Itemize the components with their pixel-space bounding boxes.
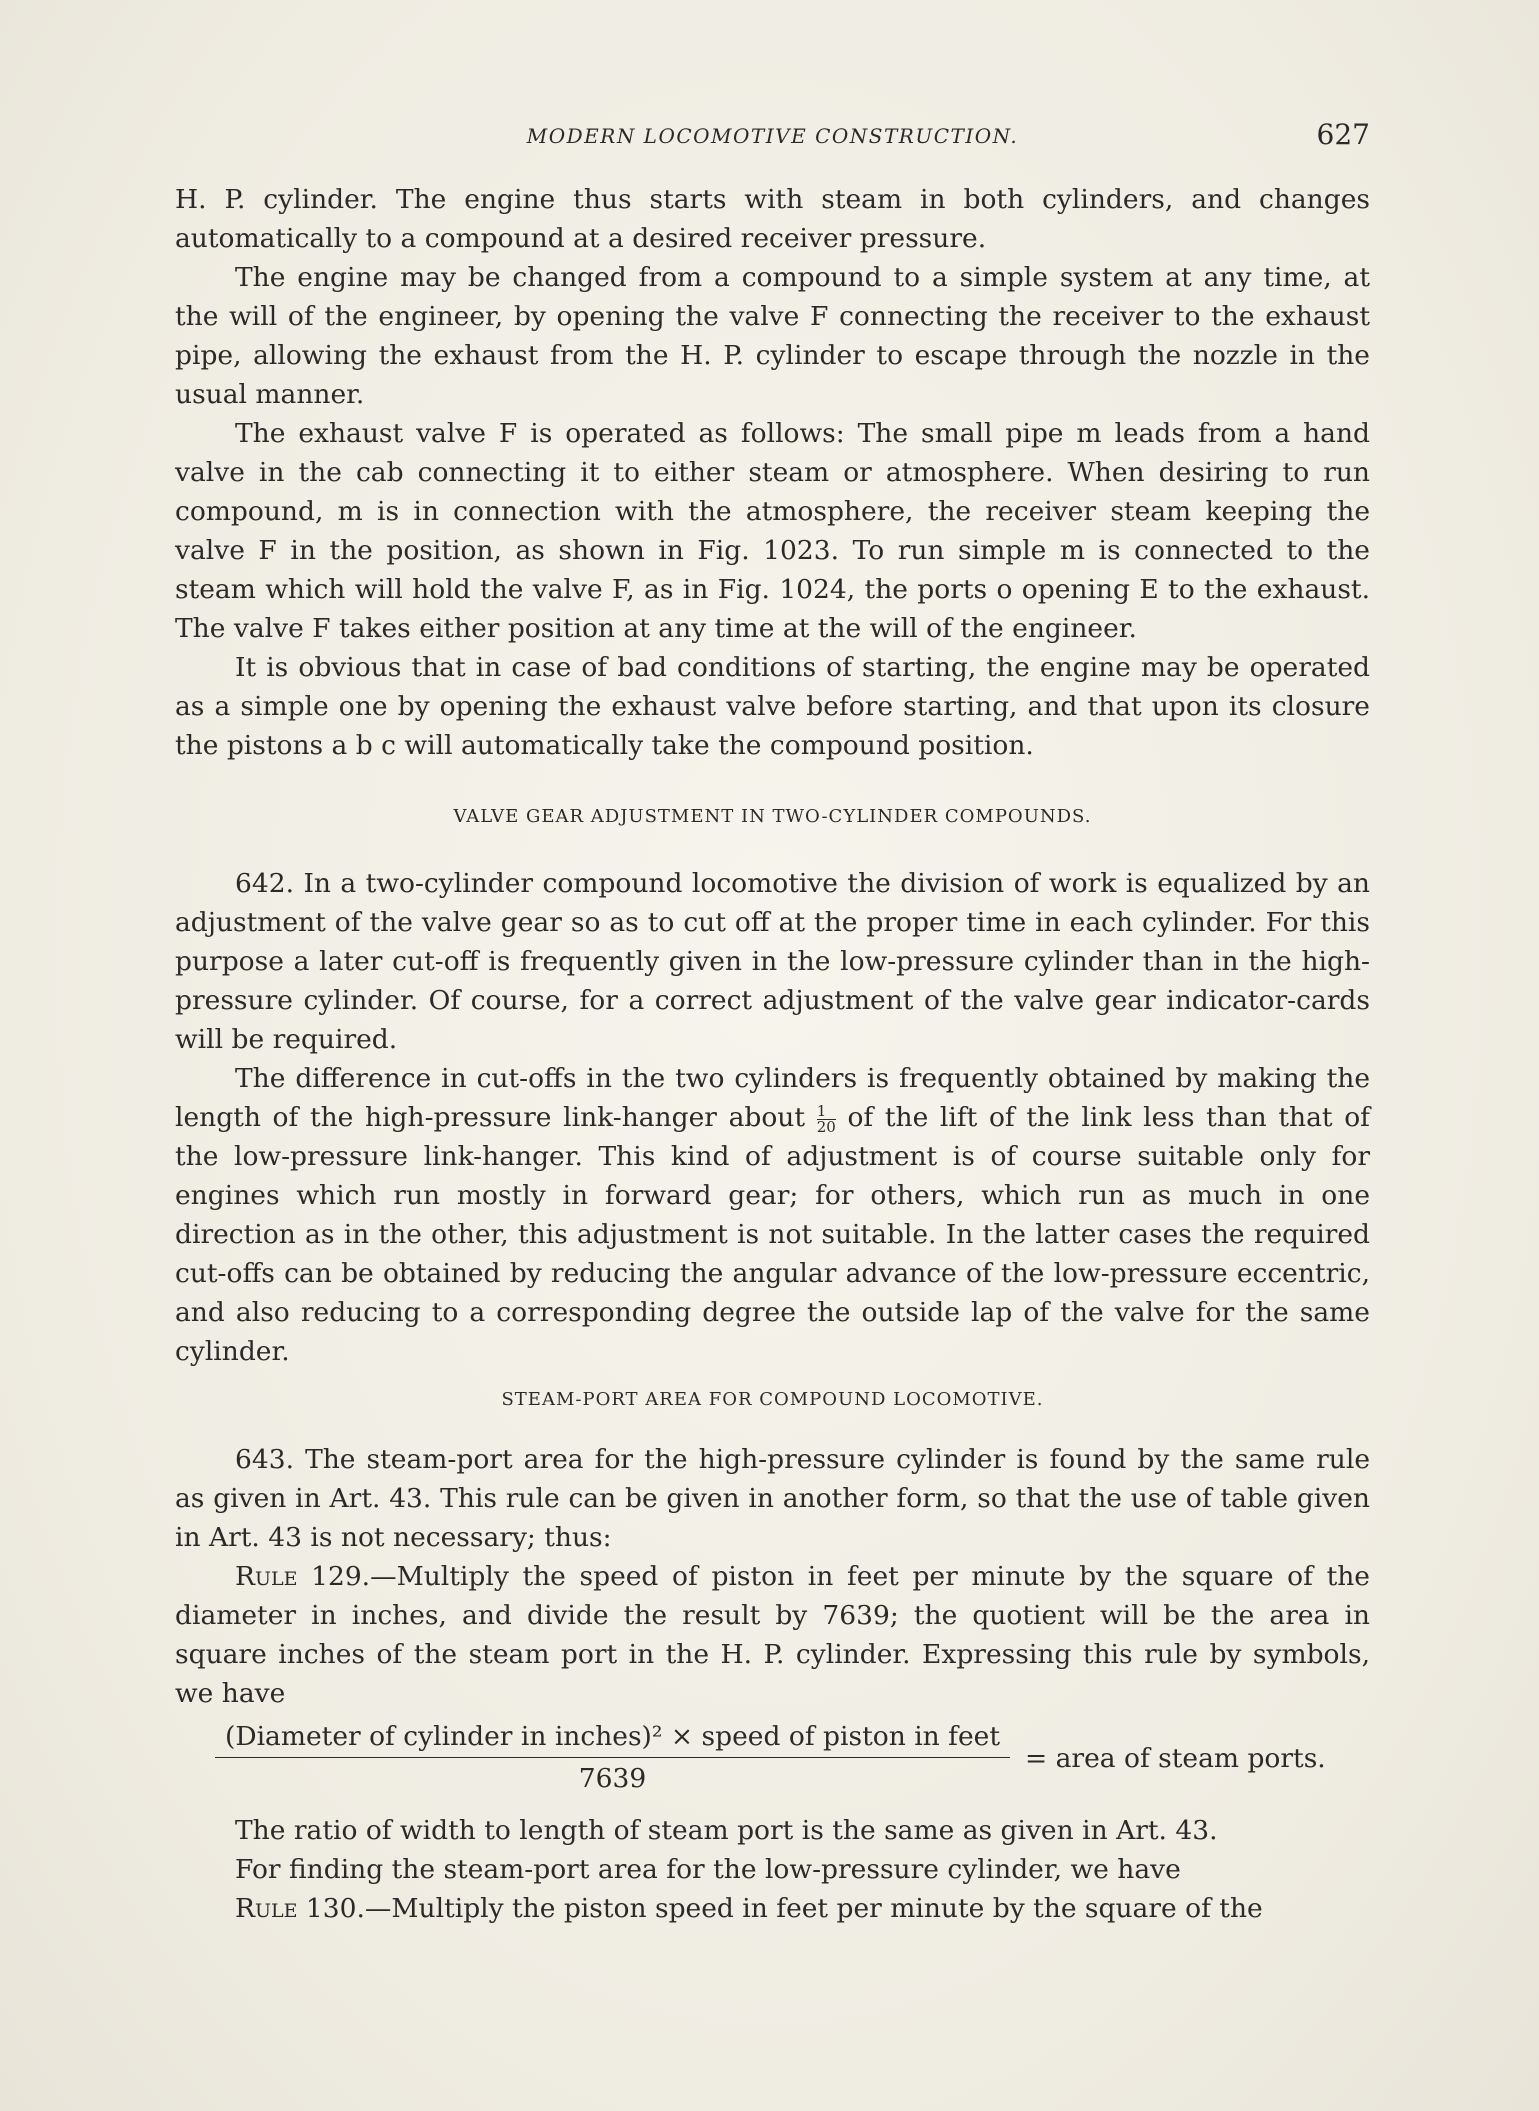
formula-result: = area of steam ports. — [1025, 1743, 1326, 1774]
rule-130-label: Rule 130. — [235, 1893, 365, 1924]
formula-numerator: (Diameter of cylinder in inches)² × speed of piston in feet — [215, 1719, 1010, 1758]
steam-port-formula — [175, 1719, 1370, 1807]
paragraph-643: 643. The steam-port area for the high-pressure cylinder is found by the same rule as given in Art. 43. This rule can be given in another form, so that the use of table given in Art. 43 is not necessary; thus: — [175, 1444, 1370, 1553]
paragraph-cutoff-part-b: of the lift of the link less than that of the low-pressure link-hanger. This kind of adjustment is of course suitable only for engines which run mostly in forward gear; for others, which run as much in one direction as in the other, this adjustment is not suitable. In the latter cases the required cut-offs can be obtained by reducing the angular advance of the low-pressure eccentric, and also reducing to a corresponding degree the outside lap of the valve for the same cylinder. — [175, 1102, 1370, 1367]
paragraph-continuation: H. P. cylinder. The engine thus starts with steam in both cylinders, and changes automatically to a compound at a desired receiver pressure. — [175, 184, 1370, 254]
paragraph-bad-starting: It is obvious that in case of bad conditions of starting, the engine may be operated as a simple one by opening the exhaust valve before starting, and that upon its closure the pistons a b c will automatically take the compound position. — [175, 652, 1370, 761]
running-title: MODERN LOCOMOTIVE CONSTRUCTION. — [526, 124, 1019, 148]
paragraph-simple-system: The engine may be changed from a compound to a simple system at any time, at the will of the engineer, by opening the valve F connecting the receiver to the exhaust pipe, allowing the exhaust from the H. P. cylinder to escape through the nozzle in the usual manner. — [175, 262, 1370, 410]
formula-denominator: 7639 — [578, 1763, 647, 1794]
paragraph-exhaust-valve: The exhaust valve F is operated as follows: The small pipe m leads from a hand valve in the cab connecting it to either steam or atmosphere. When desiring to run compound, m is in connection with the atmosphere, the receiver steam keeping the valve F in the position, as shown in Fig. 1023. To run simple m is connected to the steam which will hold the valve F, as in Fig. 1024, the ports o opening E to the exhaust. The valve F takes either position at any time at the will of the engineer. — [175, 418, 1370, 644]
rule-129-label: Rule 129. — [235, 1561, 371, 1592]
paragraph-rule-129 — [175, 1557, 1370, 1713]
fraction-one-twentieth — [816, 1101, 836, 1136]
paragraph-642: 642. In a two-cylinder compound locomotive the division of work is equalized by an adjustment of the valve gear so as to cut off at the proper time in each cylinder. For this purpose a later cut-off is frequently given in the low-pressure cylinder than in the high-pressure cylinder. Of course, for a correct adjustment of the valve gear indicator-cards will be required. — [175, 868, 1370, 1055]
rule-129-text: —Multiply the speed of piston in feet per minute by the square of the diameter in inches, and divide the result by 7639; the quotient will be the area in square inches of the steam port in the H. P. cylinder. Expressing this rule by symbols, we have — [175, 1561, 1370, 1709]
fraction-numerator: 1 — [817, 1104, 836, 1120]
paragraph-rule-130 — [175, 1889, 1370, 1928]
paragraph-cutoff-part-a: The difference in cut-offs in the two cylinders is frequently obtained by making the length of the high-pressure link-hanger about — [175, 1063, 1370, 1133]
page-body — [175, 180, 1370, 1928]
paragraph-low-pressure: For finding the steam-port area for the low-pressure cylinder, we have — [235, 1854, 1181, 1885]
section-heading-valve-gear: VALVE GEAR ADJUSTMENT IN TWO-CYLINDER COMPOUNDS. — [453, 806, 1092, 827]
page-header — [175, 118, 1370, 158]
page-number: 627 — [1316, 118, 1370, 151]
paragraph-cutoff-difference — [175, 1059, 1370, 1371]
section-heading-steam-port: STEAM-PORT AREA FOR COMPOUND LOCOMOTIVE. — [501, 1389, 1044, 1410]
rule-130-text: —Multiply the piston speed in feet per minute by the square of the — [364, 1893, 1263, 1924]
paragraph-port-ratio: The ratio of width to length of steam port is the same as given in Art. 43. — [235, 1815, 1218, 1846]
fraction-denominator: 20 — [816, 1117, 836, 1136]
